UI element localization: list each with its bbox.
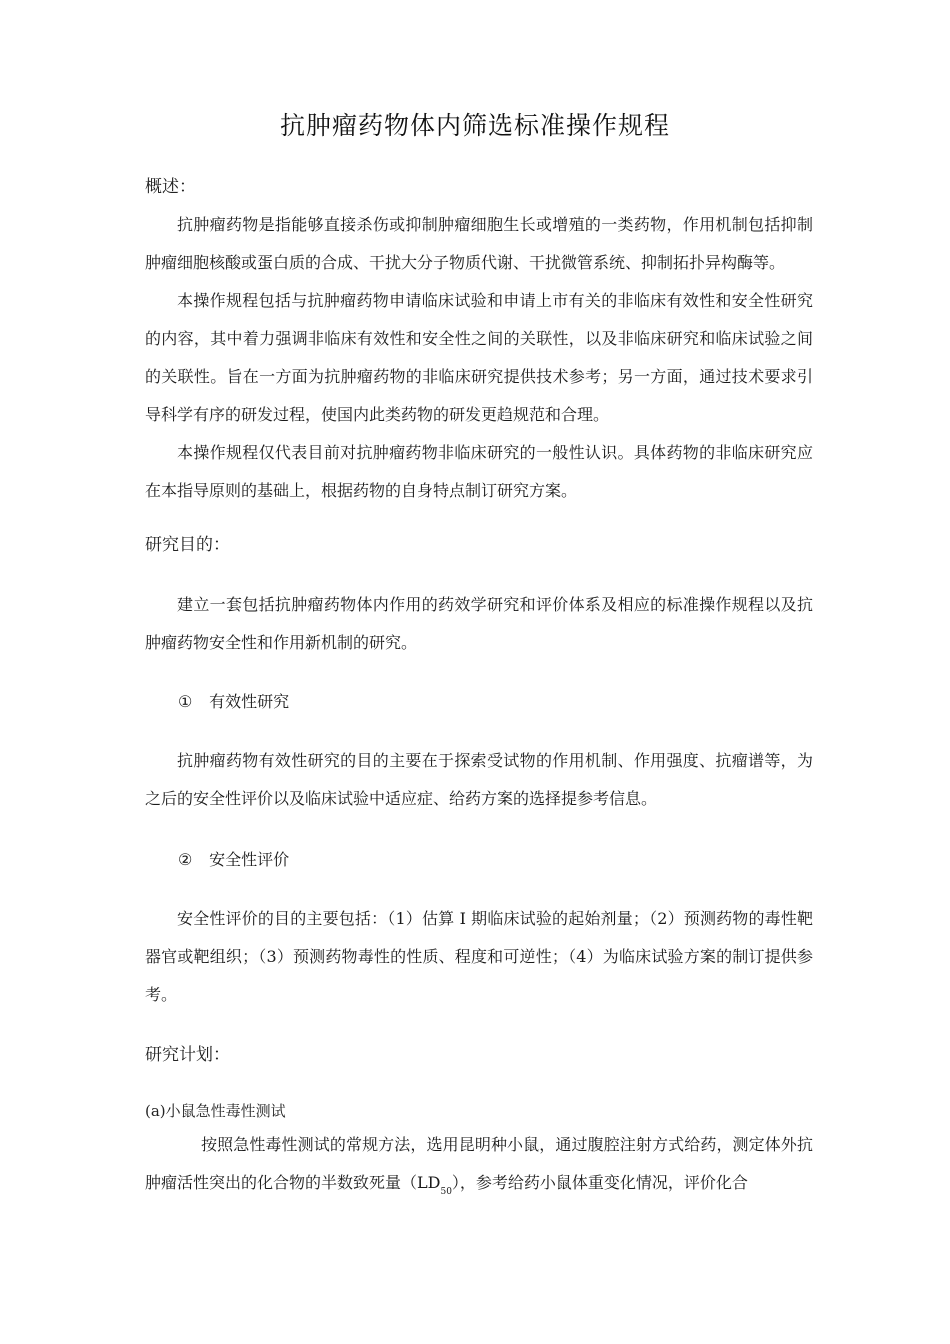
- overview-paragraph-2: 本操作规程包括与抗肿瘤药物申请临床试验和申请上市有关的非临床有效性和安全性研究的内容，其中着力强调非临床有效性和安全性之间的关联性，以及非临床研究和临床试验之间的关联性。旨在一方面为抗肿瘤药物的非临床研究提供技术参考；另一方面，通过技术要求引导科学有序的研发过程，使国内此类药物的研发更趋规范和合理。: [145, 291, 813, 424]
- text-part-2: ），参考给药小鼠体重变化情况，评价化合: [451, 1173, 748, 1192]
- purpose-paragraph: 建立一套包括抗肿瘤药物体内作用的药效学研究和评价体系及相应的标准操作规程以及抗肿瘤药物安全性和作用新机制的研究。: [145, 595, 813, 652]
- efficacy-paragraph: 抗肿瘤药物有效性研究的目的主要在于探索受试物的作用机制、作用强度、抗瘤谱等，为之后的安全性评价以及临床试验中适应症、给药方案的选择提参考信息。: [145, 751, 813, 808]
- safety-subheading: [178, 847, 289, 870]
- subscript: 50: [440, 1187, 452, 1197]
- plan-paragraph-a: [145, 1126, 813, 1211]
- page-title: 抗肿瘤药物体内筛选标准操作规程: [279, 111, 670, 140]
- text-part-1: 按照急性毒性测试的常规方法，选用昆明种小鼠，通过腹腔注射方式给药，测定体外抗肿瘤活性突出的化合物的半数致死量（LD: [145, 1135, 813, 1192]
- overview-heading: 概述：: [145, 177, 196, 197]
- safety-paragraph: 安全性评价的目的主要包括：（1）估算 I 期临床试验的起始剂量；（2）预测药物的毒性靶器官或靶组织；（3）预测药物毒性的性质、程度和可逆性；（4）为临床试验方案的制订提供参考。: [145, 909, 813, 1004]
- item-number: ②: [178, 850, 193, 869]
- efficacy-subheading: [178, 689, 289, 712]
- purpose-heading: 研究目的：: [145, 535, 230, 555]
- plan-heading: 研究计划：: [145, 1045, 230, 1065]
- item-number: ①: [178, 692, 193, 711]
- item-label: 安全性评价: [209, 850, 290, 869]
- overview-paragraph-3: 本操作规程仅代表目前对抗肿瘤药物非临床研究的一般性认识。具体药物的非临床研究应在本指导原则的基础上，根据药物的自身特点制订研究方案。: [145, 443, 813, 500]
- plan-subsection-a: (a)小鼠急性毒性测试: [145, 1102, 286, 1120]
- item-label: 有效性研究: [209, 692, 290, 711]
- overview-paragraph-1: 抗肿瘤药物是指能够直接杀伤或抑制肿瘤细胞生长或增殖的一类药物，作用机制包括抑制肿瘤细胞核酸或蛋白质的合成、干扰大分子物质代谢、干扰微管系统、抑制拓扑异构酶等。: [145, 215, 813, 272]
